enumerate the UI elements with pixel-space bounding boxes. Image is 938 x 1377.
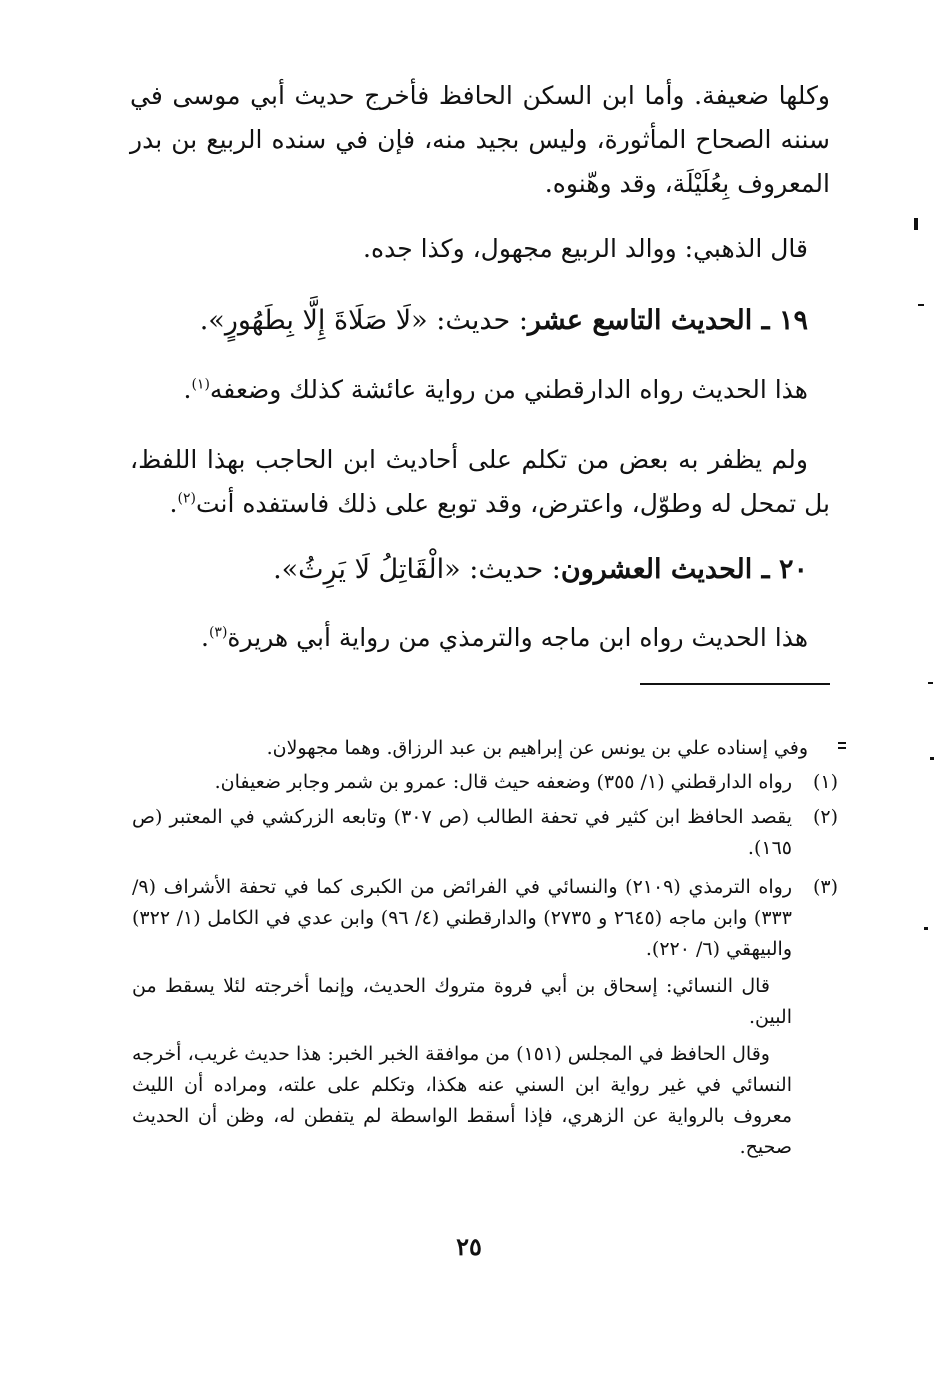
footnote-1-text: رواه الدارقطني (١/ ٣٥٥) وضعفه حيث قال: عمرو بن شمر وجابر ضعيفان. — [214, 771, 792, 793]
footnote-3-nasai: قال النسائي: إسحاق بن أبي فروة متروك الحديث، وإنما أخرجته لئلا يسقط من البين. — [132, 975, 792, 1028]
footnote-1-number: (١) — [812, 771, 838, 793]
footnote-continuation — [130, 733, 830, 764]
footnote-3 — [132, 872, 838, 1163]
footnote-3-hafiz: وقال الحافظ في المجلس (١٥١) من موافقة الخبر الخبر: هذا حديث غريب، أخرجه النسائي في غير رواية ابن السني عنه هكذا، وتكلم على علته، ومراده أن الليث معروف بالرواية عن الزهري، فإذا أسقط الواسطة لم يتفطن له، وظن أن الحديث صحيح. — [132, 1043, 792, 1158]
hadith-20-text: : حديث: «الْقَاتِلُ لَا يَرِثُ». — [273, 554, 561, 585]
paragraph-ibn-majah-text: هذا الحديث رواه ابن ماجه والترمذي من رواية أبي هريرة — [227, 623, 808, 652]
paragraph-ibn-alhajib — [130, 438, 830, 526]
scan-mark — [928, 682, 933, 684]
paragraph-dhahabi — [130, 227, 830, 271]
paragraph-ibn-alsakan: وكلها ضعيفة. وأما ابن السكن الحافظ فأخرج حديث أبي موسى في سننه الصحاح المأثورة، وليس بجيد منه، فإن في سنده الربيع بن بدر المعروف بِعُلَيْلَة، وقد وهّنوه. — [130, 81, 830, 198]
scan-mark — [918, 304, 924, 306]
footnote-continuation-text: وفي إسناده علي بن يونس عن إبراهيم بن عبد الرزاق. وهما مجهولان. — [266, 737, 808, 759]
hadith-19-text: : حديث: «لَا صَلَاةَ إِلَّا بِطَهُورٍ». — [199, 305, 528, 336]
hadith-20-heading — [130, 548, 830, 592]
footnote-ref-3[interactable]: (٣) — [208, 624, 228, 641]
hadith-20-title: ٢٠ ـ الحديث العشرون — [560, 554, 808, 585]
paragraph-ibn-majah-end: . — [200, 623, 209, 652]
paragraph-ibn-majah — [130, 616, 830, 660]
scan-mark — [930, 757, 934, 760]
footnote-2-text: يقصد الحافظ ابن كثير في تحفة الطالب (ص ٣٠٧) وتابعه الزركشي في المعتبر (ص ١٦٥). — [132, 806, 792, 859]
paragraph-ibn-alhajib-end: . — [169, 489, 178, 518]
paragraph-daraqutni — [130, 368, 830, 412]
paragraph-ibn-alhajib-text: ولم يظفر به بعض من تكلم على أحاديث ابن الحاجب بهذا اللفظ، بل تمحل له وطوّل، واعترض، وقد توبع على ذلك فاستفده أنت — [130, 445, 830, 518]
hadith-19-heading — [130, 299, 830, 343]
scan-mark — [914, 218, 918, 230]
footnote-3-main: رواه الترمذي (٢١٠٩) والنسائي في الفرائض من الكبرى كما في تحفة الأشراف (٩/ ٣٣٣) وابن ماجه (٢٦٤٥ و ٢٧٣٥) والدارقطني (٤/ ٩٦) وابن عدي في الكامل (١/ ٣٢٢) والبيهقي (٦/ ٢٢٠). — [132, 876, 792, 960]
footnote-2-number: (٢) — [812, 806, 838, 828]
footnote-1 — [132, 767, 838, 798]
footnote-divider — [640, 683, 830, 685]
paragraph-daraqutni-text: هذا الحديث رواه الدارقطني من رواية عائشة كذلك وضعفه — [209, 375, 808, 404]
paragraph-daraqutni-end: . — [183, 375, 192, 404]
footnote-3-number: (٣) — [812, 876, 838, 898]
page-number: ٢٥ — [456, 1232, 482, 1261]
footnote-3-text — [132, 872, 792, 1163]
hadith-19-title: ١٩ ـ الحديث التاسع عشر — [527, 305, 808, 336]
paragraph-dhahabi-text: قال الذهبي: ووالد الربيع مجهول، وكذا جده. — [363, 234, 808, 263]
footnote-ref-2[interactable]: (٢) — [177, 490, 196, 507]
scan-mark — [838, 747, 846, 749]
scan-mark — [924, 927, 928, 930]
footnote-2 — [132, 802, 838, 864]
footnote-ref-1[interactable]: (١) — [191, 376, 210, 393]
scan-mark — [838, 742, 846, 744]
